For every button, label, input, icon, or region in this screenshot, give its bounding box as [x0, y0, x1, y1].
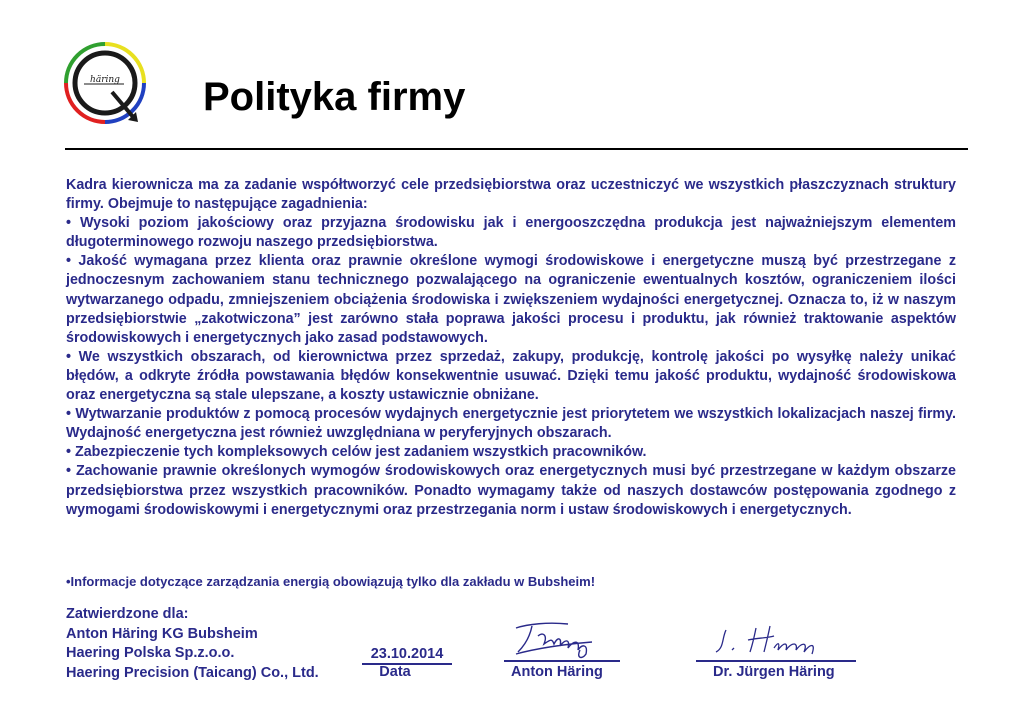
- policy-paragraph: Kadra kierownicza ma za zadanie współtworzyć cele przedsiębiorstwa oraz uczestniczyć we wszystkich płaszczyznach struktury firmy. Obejmuje to następujące zagadnienia:: [66, 177, 956, 213]
- policy-body: [66, 176, 956, 520]
- haering-logo-icon: [62, 40, 148, 126]
- title-divider: [65, 148, 968, 150]
- signature-line: [696, 660, 856, 662]
- company-name: Anton Häring KG Bubsheim: [66, 625, 258, 642]
- policy-paragraph: • We wszystkich obszarach, od kierownictwa przez sprzedaż, zakupy, produkcję, kontrolę jakości po wysyłkę należy unikać błędów, a odkryte źródła powstawania błędów konsekwentnie usuwać. Dzięki temu jakość produktu, wydajność środowiskowa oraz energetyczna są stale ulepszane, a koszty ustawicznie obniżane.: [66, 348, 956, 404]
- signature-juergen-haering: [712, 618, 832, 658]
- policy-paragraph: • Zachowanie prawnie określonych wymogów środowiskowych oraz energetycznych musi być przestrzegane w każdym obszarze przedsiębiorstwa przez wszystkich pracowników. Ponadto wymagamy także od naszych dostawców postępowania zgodnego z wymogami środowiskowymi i energetycznymi oraz przestrzegania norm i ustaw środowiskowych i energetycznych.: [66, 463, 956, 518]
- signatory-name: Dr. Jürgen Häring: [713, 664, 835, 680]
- page-title: Polityka firmy: [203, 75, 466, 119]
- date-label: Data: [379, 664, 411, 680]
- policy-paragraph: • Jakość wymagana przez klienta oraz prawnie określone wymogi środowiskowe i energetyczne muszą być przestrzegane z jednoczesnym zachowaniem stanu technicznego pozwalającego na ograniczenie ewentualnych kosztów, ograniczeniem ilości wytwarzanego odpadu, zmniejszeniem obciążenia środowiska i zwiększeniem wydajności energetycznej. Oznacza to, iż w naszym przedsiębiorstwie „zakotwiczona” jest zarówno stała poprawa jakości procesu i produktu, jak również traktowanie aspektów środowiskowych i energetycznych jako zasad podstawowych.: [66, 253, 956, 346]
- policy-paragraph: • Zabezpieczenie tych kompleksowych celów jest zadaniem wszystkich pracowników.: [66, 444, 647, 461]
- approval-date: 23.10.2014: [362, 645, 452, 665]
- signature-anton-haering: [508, 614, 598, 660]
- logo-text: häring: [90, 75, 120, 85]
- signature-line: [504, 660, 620, 662]
- policy-paragraph: • Wytwarzanie produktów z pomocą procesów wydajnych energetycznie jest priorytetem we wszystkich lokalizacjach naszej firmy. Wydajność energetyczna jest również uwzględniana w peryferyjnych obszarach.: [66, 406, 956, 442]
- policy-paragraph: • Wysoki poziom jakościowy oraz przyjazna środowisku jak i energooszczędna produkcja jest najważniejszym elementem długoterminowego rozwoju naszego przedsiębiorstwa.: [66, 215, 956, 251]
- energy-note: •Informacje dotyczące zarządzania energią obowiązują tylko dla zakładu w Bubsheim!: [66, 574, 596, 589]
- company-name: Haering Precision (Taicang) Co., Ltd.: [66, 664, 319, 681]
- approval-heading: Zatwierdzone dla:: [66, 606, 189, 622]
- approval-block: [66, 605, 319, 683]
- company-name: Haering Polska Sp.z.o.o.: [66, 645, 235, 661]
- signatory-name: Anton Häring: [511, 664, 603, 680]
